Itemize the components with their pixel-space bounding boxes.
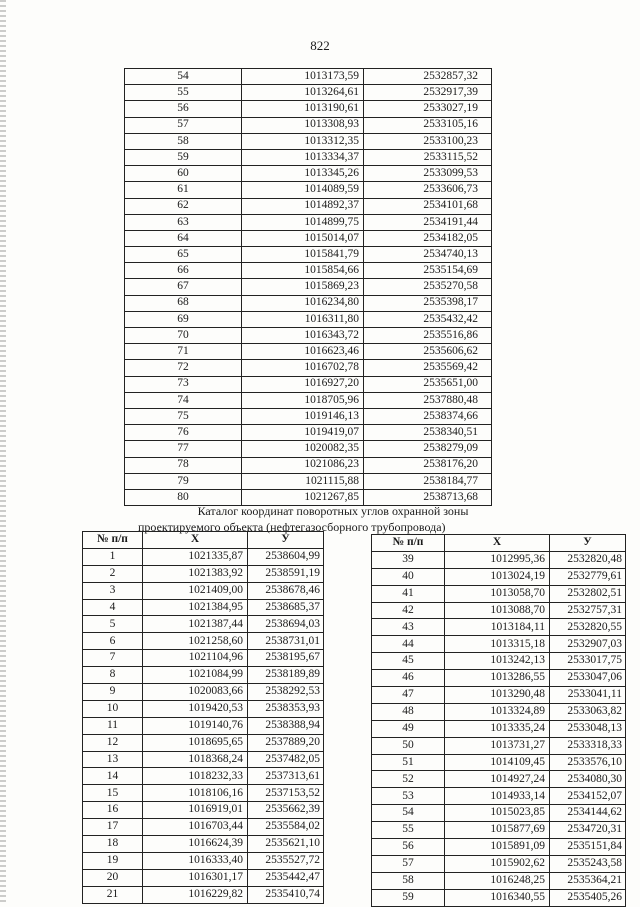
cell-y: 2535410,74 (248, 886, 324, 903)
cell-num: 15 (83, 785, 143, 802)
cell-num: 46 (372, 670, 445, 687)
cell-x: 1013731,27 (445, 737, 550, 754)
cell-x: 1016248,25 (445, 872, 550, 889)
cell-num: 2 (83, 565, 143, 582)
cell-y: 2538591,19 (248, 565, 324, 582)
table-row (372, 602, 626, 619)
cell-y: 2533576,10 (550, 754, 626, 771)
cell-x: 1021086,23 (242, 457, 364, 473)
cell-num: 51 (372, 754, 445, 771)
cell-num: 64 (125, 230, 242, 246)
cell-x: 1019420,53 (143, 700, 248, 717)
cell-y: 2535398,17 (364, 295, 492, 311)
table-row (83, 886, 324, 903)
table-row (372, 720, 626, 737)
cell-num: 11 (83, 717, 143, 734)
table-row (125, 376, 492, 392)
cell-x: 1015869,23 (242, 279, 364, 295)
cell-num: 69 (125, 311, 242, 327)
cell-num: 50 (372, 737, 445, 754)
cell-y: 2534144,62 (550, 805, 626, 822)
cell-x: 1016919,01 (143, 802, 248, 819)
cell-num: 20 (83, 869, 143, 886)
cell-y: 2537880,48 (364, 392, 492, 408)
cell-y: 2534080,30 (550, 771, 626, 788)
cell-num: 19 (83, 852, 143, 869)
column-header-num: № п/п (83, 532, 143, 549)
cell-x: 1013334,37 (242, 149, 364, 165)
cell-num: 7 (83, 650, 143, 667)
table-row (83, 717, 324, 734)
cell-y: 2532917,39 (364, 85, 492, 101)
cell-y: 2535516,86 (364, 328, 492, 344)
cell-num: 73 (125, 376, 242, 392)
cell-num: 54 (125, 69, 242, 85)
cell-num: 61 (125, 182, 242, 198)
cell-num: 60 (125, 166, 242, 182)
cell-y: 2538176,20 (364, 457, 492, 473)
table-row (372, 670, 626, 687)
cell-y: 2538279,09 (364, 441, 492, 457)
cell-y: 2535569,42 (364, 360, 492, 376)
table-row (83, 802, 324, 819)
table-row (125, 328, 492, 344)
table-row (83, 852, 324, 869)
table-row (83, 700, 324, 717)
cell-y: 2534182,05 (364, 230, 492, 246)
cell-x: 1016927,20 (242, 376, 364, 392)
cell-num: 16 (83, 802, 143, 819)
cell-y: 2538340,51 (364, 425, 492, 441)
cell-num: 52 (372, 771, 445, 788)
cell-y: 2532907,03 (550, 636, 626, 653)
cell-num: 74 (125, 392, 242, 408)
table-row (125, 133, 492, 149)
coordinates-table-continued (124, 68, 492, 506)
cell-x: 1013290,48 (445, 687, 550, 704)
table-row (125, 247, 492, 263)
cell-y: 2534191,44 (364, 214, 492, 230)
cell-x: 1021335,87 (143, 548, 248, 565)
cell-y: 2538694,03 (248, 616, 324, 633)
cell-x: 1018106,16 (143, 785, 248, 802)
cell-y: 2535662,39 (248, 802, 324, 819)
column-header-x: Х (143, 532, 248, 549)
cell-y: 2535154,69 (364, 263, 492, 279)
cell-num: 70 (125, 328, 242, 344)
cell-y: 2538388,94 (248, 717, 324, 734)
cell-x: 1021104,96 (143, 650, 248, 667)
column-header-y: У (550, 535, 626, 552)
cell-x: 1015841,79 (242, 247, 364, 263)
cell-y: 2532820,48 (550, 551, 626, 568)
cell-num: 68 (125, 295, 242, 311)
table-row (372, 703, 626, 720)
cell-x: 1014089,59 (242, 182, 364, 198)
table-row (125, 182, 492, 198)
cell-y: 2533105,16 (364, 117, 492, 133)
cell-num: 62 (125, 198, 242, 214)
cell-num: 48 (372, 703, 445, 720)
cell-y: 2537153,52 (248, 785, 324, 802)
cell-num: 53 (372, 788, 445, 805)
cell-num: 6 (83, 633, 143, 650)
cell-num: 39 (372, 551, 445, 568)
cell-num: 57 (372, 855, 445, 872)
cell-y: 2538713,68 (364, 489, 492, 505)
cell-y: 2533606,73 (364, 182, 492, 198)
coordinates-table-left (82, 531, 324, 904)
cell-x: 1014899,75 (242, 214, 364, 230)
cell-num: 78 (125, 457, 242, 473)
cell-x: 1013088,70 (445, 602, 550, 619)
cell-x: 1021383,92 (143, 565, 248, 582)
cell-x: 1015014,07 (242, 230, 364, 246)
cell-x: 1016340,55 (445, 889, 550, 906)
table-row (125, 149, 492, 165)
cell-num: 55 (125, 85, 242, 101)
cell-x: 1016234,80 (242, 295, 364, 311)
cell-num: 21 (83, 886, 143, 903)
cell-y: 2533099,53 (364, 166, 492, 182)
left-table-body (83, 548, 324, 903)
cell-y: 2538292,53 (248, 684, 324, 701)
table-row (83, 869, 324, 886)
cell-num: 72 (125, 360, 242, 376)
cell-num: 44 (372, 636, 445, 653)
cell-y: 2538604,99 (248, 548, 324, 565)
cell-y: 2535243,58 (550, 855, 626, 872)
cell-y: 2535584,02 (248, 819, 324, 836)
cell-num: 55 (372, 822, 445, 839)
table-row (125, 457, 492, 473)
table-row (125, 295, 492, 311)
table-row (372, 855, 626, 872)
cell-y: 2538189,89 (248, 667, 324, 684)
table-row (372, 687, 626, 704)
cell-y: 2535442,47 (248, 869, 324, 886)
cell-x: 1013315,18 (445, 636, 550, 653)
cell-x: 1014933,14 (445, 788, 550, 805)
cell-x: 1021258,60 (143, 633, 248, 650)
cell-x: 1014927,24 (445, 771, 550, 788)
cell-y: 2533115,52 (364, 149, 492, 165)
cell-num: 4 (83, 599, 143, 616)
cell-y: 2538374,66 (364, 408, 492, 424)
coordinates-table-right (371, 534, 626, 907)
table-header-row (372, 535, 626, 552)
table-row (83, 836, 324, 853)
table-row (125, 392, 492, 408)
top-table-body (125, 69, 492, 506)
table-row (125, 441, 492, 457)
cell-y: 2534720,31 (550, 822, 626, 839)
cell-x: 1020083,66 (143, 684, 248, 701)
cell-x: 1021387,44 (143, 616, 248, 633)
cell-x: 1013335,24 (445, 720, 550, 737)
cell-y: 2532779,61 (550, 568, 626, 585)
cell-num: 43 (372, 619, 445, 636)
table-row (83, 599, 324, 616)
table-row (83, 565, 324, 582)
cell-y: 2533017,75 (550, 653, 626, 670)
table-row (372, 636, 626, 653)
table-row (372, 872, 626, 889)
table-header-row (83, 532, 324, 549)
table-row (125, 69, 492, 85)
cell-num: 66 (125, 263, 242, 279)
cell-y: 2535651,00 (364, 376, 492, 392)
table-row (83, 819, 324, 836)
table-row (83, 768, 324, 785)
cell-num: 58 (372, 872, 445, 889)
cell-y: 2534740,13 (364, 247, 492, 263)
cell-y: 2538184,77 (364, 473, 492, 489)
table-row (372, 771, 626, 788)
cell-num: 75 (125, 408, 242, 424)
cell-num: 76 (125, 425, 242, 441)
cell-y: 2535621,10 (248, 836, 324, 853)
cell-y: 2535405,26 (550, 889, 626, 906)
table-row (83, 582, 324, 599)
table-row (372, 653, 626, 670)
cell-x: 1021384,95 (143, 599, 248, 616)
cell-x: 1013308,93 (242, 117, 364, 133)
table-row (83, 684, 324, 701)
cell-num: 77 (125, 441, 242, 457)
cell-x: 1016703,44 (143, 819, 248, 836)
cell-x: 1015854,66 (242, 263, 364, 279)
table-row (125, 408, 492, 424)
table-row (83, 734, 324, 751)
cell-num: 12 (83, 734, 143, 751)
table-row (372, 737, 626, 754)
table-row (125, 230, 492, 246)
cell-y: 2535364,21 (550, 872, 626, 889)
cell-y: 2535606,62 (364, 344, 492, 360)
cell-x: 1018695,65 (143, 734, 248, 751)
table-row (125, 198, 492, 214)
cell-num: 8 (83, 667, 143, 684)
cell-x: 1018368,24 (143, 751, 248, 768)
table-row (125, 166, 492, 182)
cell-x: 1013173,59 (242, 69, 364, 85)
cell-x: 1015891,09 (445, 839, 550, 856)
cell-y: 2538678,46 (248, 582, 324, 599)
cell-num: 59 (125, 149, 242, 165)
table-row (372, 754, 626, 771)
column-header-x: Х (445, 535, 550, 552)
cell-y: 2535527,72 (248, 852, 324, 869)
cell-y: 2533041,11 (550, 687, 626, 704)
cell-num: 67 (125, 279, 242, 295)
table-row (83, 667, 324, 684)
table-row (125, 425, 492, 441)
column-header-num: № п/п (372, 535, 445, 552)
cell-y: 2534101,68 (364, 198, 492, 214)
cell-num: 18 (83, 836, 143, 853)
cell-num: 49 (372, 720, 445, 737)
cell-y: 2535432,42 (364, 311, 492, 327)
cell-num: 14 (83, 768, 143, 785)
cell-y: 2533047,06 (550, 670, 626, 687)
cell-y: 2532857,32 (364, 69, 492, 85)
caption-line-1: Каталог координат поворотных углов охранной зоны (197, 504, 469, 518)
cell-y: 2537313,61 (248, 768, 324, 785)
cell-x: 1016702,78 (242, 360, 364, 376)
cell-x: 1021115,88 (242, 473, 364, 489)
table-row (372, 822, 626, 839)
scan-edge (0, 0, 6, 905)
cell-y: 2533318,33 (550, 737, 626, 754)
cell-x: 1016229,82 (143, 886, 248, 903)
cell-x: 1013324,89 (445, 703, 550, 720)
cell-num: 45 (372, 653, 445, 670)
cell-num: 13 (83, 751, 143, 768)
cell-x: 1020082,35 (242, 441, 364, 457)
table-row (125, 344, 492, 360)
table-row (83, 751, 324, 768)
cell-num: 71 (125, 344, 242, 360)
cell-x: 1021267,85 (242, 489, 364, 505)
cell-y: 2533063,82 (550, 703, 626, 720)
cell-num: 58 (125, 133, 242, 149)
cell-y: 2533100,23 (364, 133, 492, 149)
table-row (125, 263, 492, 279)
cell-y: 2538195,67 (248, 650, 324, 667)
cell-x: 1013312,35 (242, 133, 364, 149)
cell-x: 1015877,69 (445, 822, 550, 839)
cell-num: 5 (83, 616, 143, 633)
table-row (372, 788, 626, 805)
cell-x: 1019140,76 (143, 717, 248, 734)
table-row (125, 360, 492, 376)
cell-num: 54 (372, 805, 445, 822)
cell-num: 1 (83, 548, 143, 565)
cell-x: 1016311,80 (242, 311, 364, 327)
table-row (125, 117, 492, 133)
cell-x: 1012995,36 (445, 551, 550, 568)
cell-y: 2532802,51 (550, 585, 626, 602)
cell-num: 56 (125, 101, 242, 117)
cell-y: 2533048,13 (550, 720, 626, 737)
table-row (372, 889, 626, 906)
table-row (372, 551, 626, 568)
cell-x: 1021409,00 (143, 582, 248, 599)
table-row (372, 805, 626, 822)
table-row (372, 568, 626, 585)
cell-x: 1013190,61 (242, 101, 364, 117)
cell-x: 1013184,11 (445, 619, 550, 636)
table-row (83, 785, 324, 802)
cell-x: 1021084,99 (143, 667, 248, 684)
cell-y: 2535270,58 (364, 279, 492, 295)
table-row (83, 616, 324, 633)
table-row (125, 279, 492, 295)
cell-x: 1018705,96 (242, 392, 364, 408)
cell-x: 1019419,07 (242, 425, 364, 441)
table-row (125, 214, 492, 230)
table-row (125, 311, 492, 327)
table-row (125, 473, 492, 489)
cell-x: 1013024,19 (445, 568, 550, 585)
cell-x: 1013242,13 (445, 653, 550, 670)
cell-x: 1016623,46 (242, 344, 364, 360)
table-row (372, 585, 626, 602)
cell-y: 2537482,05 (248, 751, 324, 768)
cell-y: 2538685,37 (248, 599, 324, 616)
cell-y: 2535151,84 (550, 839, 626, 856)
cell-y: 2537889,20 (248, 734, 324, 751)
cell-x: 1016333,40 (143, 852, 248, 869)
table-row (83, 633, 324, 650)
column-header-y: У (248, 532, 324, 549)
cell-x: 1015023,85 (445, 805, 550, 822)
cell-num: 63 (125, 214, 242, 230)
cell-x: 1015902,62 (445, 855, 550, 872)
cell-y: 2538731,01 (248, 633, 324, 650)
cell-x: 1014109,45 (445, 754, 550, 771)
cell-x: 1016301,17 (143, 869, 248, 886)
table-row (372, 619, 626, 636)
cell-num: 17 (83, 819, 143, 836)
table-row (83, 650, 324, 667)
cell-num: 9 (83, 684, 143, 701)
cell-x: 1013345,26 (242, 166, 364, 182)
cell-y: 2532757,31 (550, 602, 626, 619)
cell-num: 59 (372, 889, 445, 906)
cell-y: 2534152,07 (550, 788, 626, 805)
caption-line-2: проектируемого объекта (нефтегазосборного трубопровода) (138, 520, 446, 534)
page-number: 822 (310, 38, 330, 53)
cell-num: 57 (125, 117, 242, 133)
cell-num: 80 (125, 489, 242, 505)
cell-x: 1019146,13 (242, 408, 364, 424)
right-table-body (372, 551, 626, 906)
cell-x: 1014892,37 (242, 198, 364, 214)
cell-y: 2533027,19 (364, 101, 492, 117)
cell-num: 41 (372, 585, 445, 602)
cell-num: 42 (372, 602, 445, 619)
cell-num: 3 (83, 582, 143, 599)
table-row (372, 839, 626, 856)
table-row (125, 85, 492, 101)
cell-num: 47 (372, 687, 445, 704)
cell-y: 2538353,93 (248, 700, 324, 717)
cell-y: 2532820,55 (550, 619, 626, 636)
cell-x: 1018232,33 (143, 768, 248, 785)
cell-x: 1016343,72 (242, 328, 364, 344)
cell-num: 40 (372, 568, 445, 585)
cell-x: 1013058,70 (445, 585, 550, 602)
cell-num: 56 (372, 839, 445, 856)
cell-num: 79 (125, 473, 242, 489)
cell-x: 1013286,55 (445, 670, 550, 687)
cell-num: 10 (83, 700, 143, 717)
cell-num: 65 (125, 247, 242, 263)
table-row (83, 548, 324, 565)
table-row (125, 101, 492, 117)
cell-x: 1013264,61 (242, 85, 364, 101)
cell-x: 1016624,39 (143, 836, 248, 853)
